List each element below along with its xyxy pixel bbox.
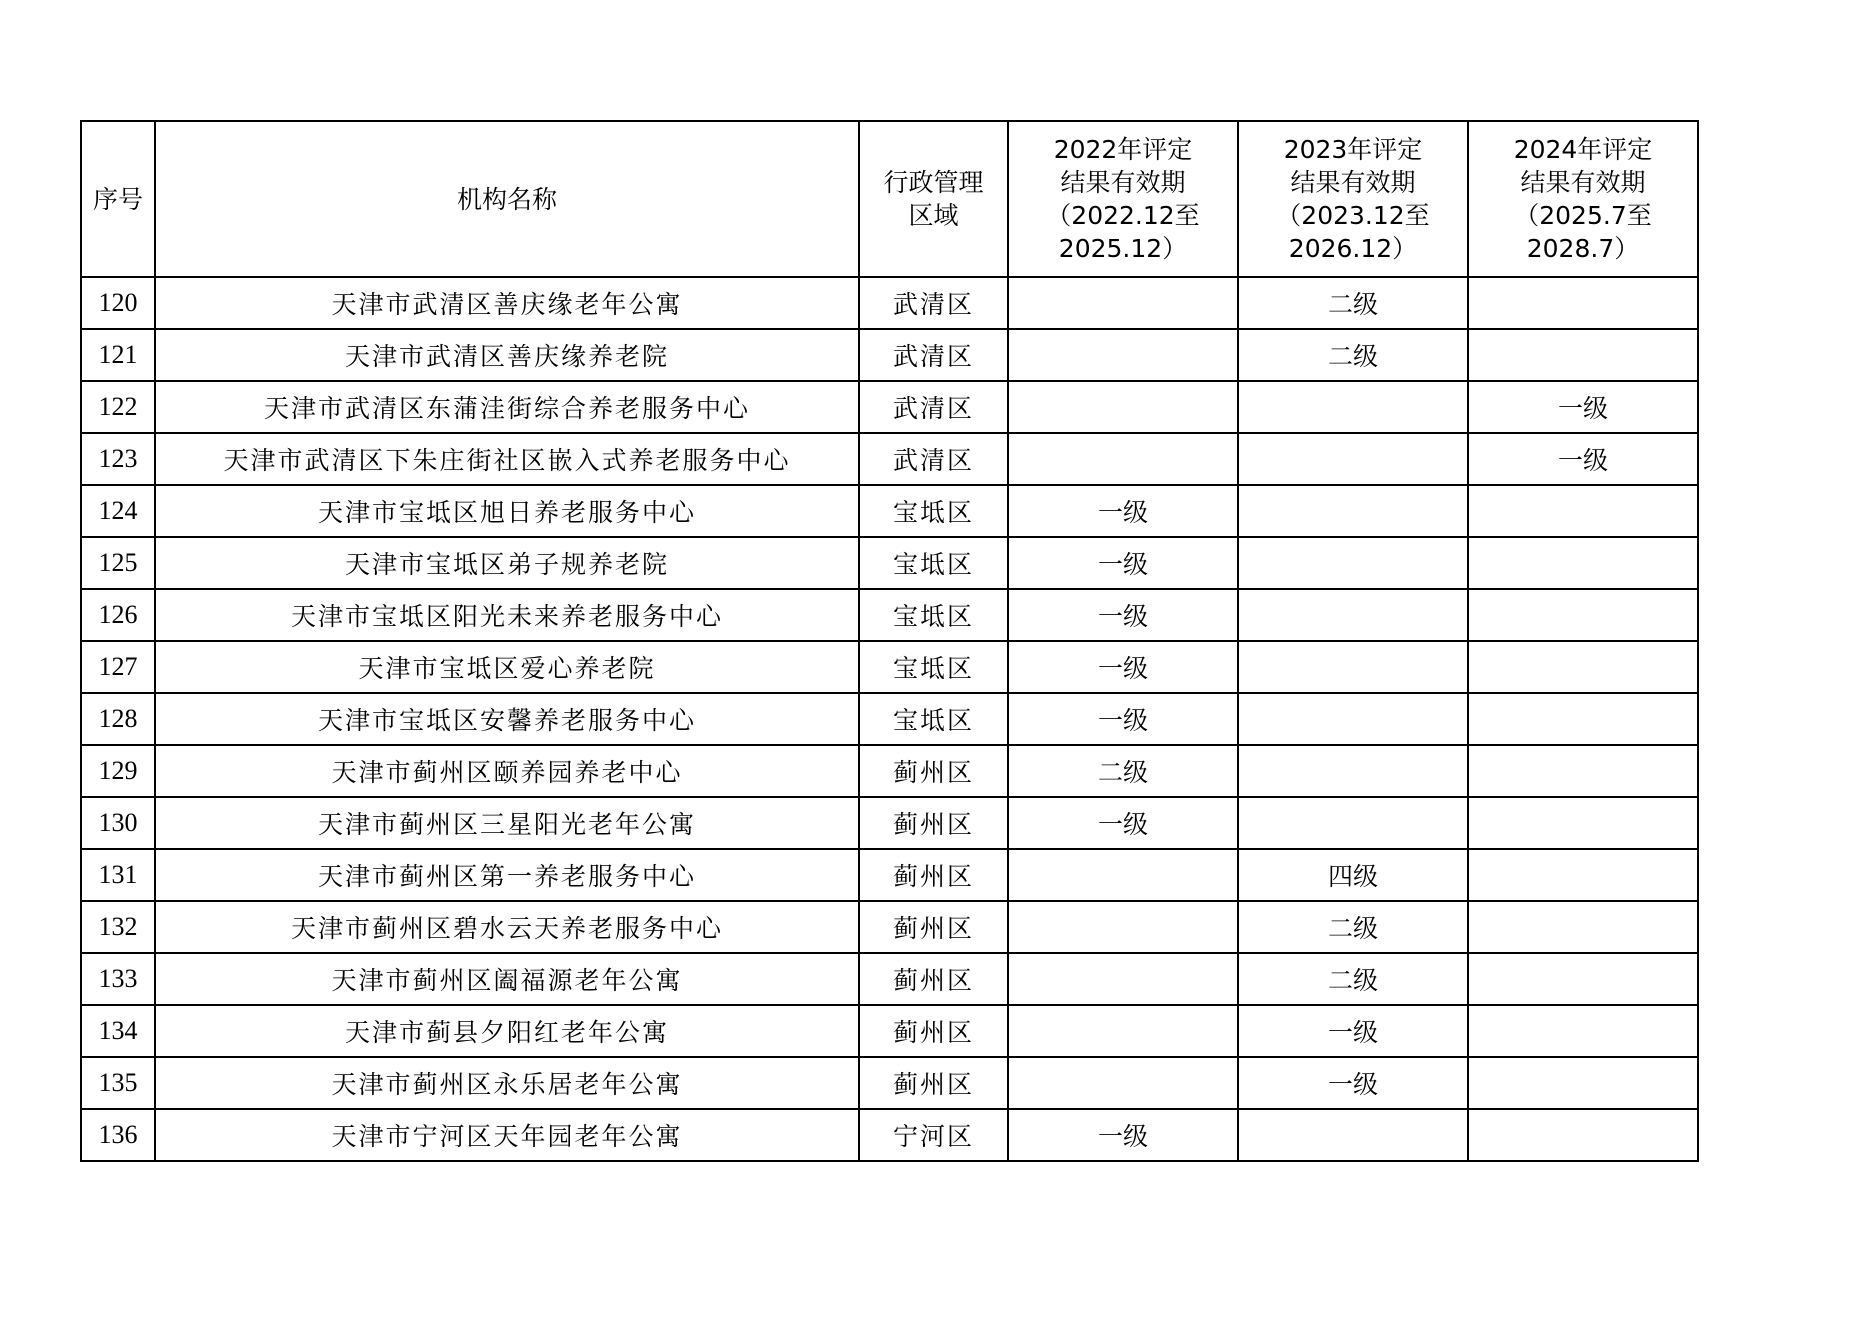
cell-admin-area: 蓟州区: [859, 1057, 1008, 1109]
cell-seq: 126: [81, 589, 155, 641]
header-2023: 2023年评定 结果有效期 （2023.12至 2026.12）: [1238, 121, 1468, 277]
cell-rating-2022: [1008, 953, 1238, 1005]
cell-seq: 136: [81, 1109, 155, 1161]
institution-table: [80, 120, 1699, 1162]
cell-institution-name: 天津市武清区下朱庄街社区嵌入式养老服务中心: [155, 433, 859, 485]
cell-rating-2024: [1468, 589, 1698, 641]
table-row: [81, 693, 1698, 745]
table-row: [81, 1109, 1698, 1161]
cell-rating-2023: [1238, 433, 1468, 485]
cell-rating-2022: [1008, 901, 1238, 953]
cell-institution-name: 天津市蓟州区第一养老服务中心: [155, 849, 859, 901]
table-row: [81, 1005, 1698, 1057]
cell-institution-name: 天津市宁河区天年园老年公寓: [155, 1109, 859, 1161]
cell-rating-2023: 一级: [1238, 1057, 1468, 1109]
table-body: [81, 277, 1698, 1161]
cell-admin-area: 蓟州区: [859, 1005, 1008, 1057]
cell-rating-2024: [1468, 329, 1698, 381]
cell-seq: 124: [81, 485, 155, 537]
cell-rating-2023: [1238, 641, 1468, 693]
cell-admin-area: 宝坻区: [859, 641, 1008, 693]
cell-rating-2024: [1468, 1109, 1698, 1161]
table-row: [81, 849, 1698, 901]
cell-admin-area: 宝坻区: [859, 485, 1008, 537]
table-row: [81, 1057, 1698, 1109]
cell-seq: 135: [81, 1057, 155, 1109]
cell-institution-name: 天津市蓟州区三星阳光老年公寓: [155, 797, 859, 849]
cell-admin-area: 蓟州区: [859, 901, 1008, 953]
table-row: [81, 329, 1698, 381]
cell-rating-2023: [1238, 485, 1468, 537]
cell-institution-name: 天津市武清区善庆缘老年公寓: [155, 277, 859, 329]
table-row: [81, 953, 1698, 1005]
cell-rating-2023: 四级: [1238, 849, 1468, 901]
table-header-row: [81, 121, 1698, 277]
cell-rating-2022: [1008, 381, 1238, 433]
cell-rating-2023: 二级: [1238, 329, 1468, 381]
cell-seq: 128: [81, 693, 155, 745]
cell-rating-2022: [1008, 1005, 1238, 1057]
cell-admin-area: 宝坻区: [859, 589, 1008, 641]
cell-rating-2024: [1468, 641, 1698, 693]
cell-seq: 123: [81, 433, 155, 485]
cell-rating-2024: [1468, 745, 1698, 797]
cell-admin-area: 宝坻区: [859, 693, 1008, 745]
cell-rating-2024: 一级: [1468, 381, 1698, 433]
cell-rating-2024: [1468, 537, 1698, 589]
cell-rating-2023: [1238, 693, 1468, 745]
cell-seq: 131: [81, 849, 155, 901]
table-row: [81, 641, 1698, 693]
cell-admin-area: 宝坻区: [859, 537, 1008, 589]
table-row: [81, 381, 1698, 433]
cell-admin-area: 蓟州区: [859, 849, 1008, 901]
cell-seq: 130: [81, 797, 155, 849]
cell-rating-2023: 二级: [1238, 953, 1468, 1005]
cell-rating-2024: [1468, 693, 1698, 745]
cell-institution-name: 天津市蓟县夕阳红老年公寓: [155, 1005, 859, 1057]
table-row: [81, 537, 1698, 589]
cell-rating-2023: [1238, 381, 1468, 433]
cell-institution-name: 天津市蓟州区碧水云天养老服务中心: [155, 901, 859, 953]
table-row: [81, 901, 1698, 953]
cell-rating-2023: [1238, 797, 1468, 849]
cell-rating-2024: [1468, 953, 1698, 1005]
table-row: [81, 589, 1698, 641]
cell-admin-area: 蓟州区: [859, 797, 1008, 849]
cell-admin-area: 宁河区: [859, 1109, 1008, 1161]
table-row: [81, 277, 1698, 329]
cell-rating-2022: [1008, 849, 1238, 901]
cell-seq: 134: [81, 1005, 155, 1057]
cell-rating-2024: [1468, 901, 1698, 953]
cell-seq: 129: [81, 745, 155, 797]
cell-rating-2024: [1468, 1005, 1698, 1057]
cell-institution-name: 天津市蓟州区永乐居老年公寓: [155, 1057, 859, 1109]
cell-rating-2023: [1238, 1109, 1468, 1161]
cell-seq: 121: [81, 329, 155, 381]
cell-admin-area: 武清区: [859, 329, 1008, 381]
cell-rating-2022: [1008, 277, 1238, 329]
cell-rating-2022: 一级: [1008, 641, 1238, 693]
cell-admin-area: 武清区: [859, 381, 1008, 433]
cell-rating-2023: 二级: [1238, 277, 1468, 329]
table-row: [81, 485, 1698, 537]
cell-rating-2024: 一级: [1468, 433, 1698, 485]
cell-seq: 125: [81, 537, 155, 589]
cell-rating-2024: [1468, 1057, 1698, 1109]
cell-institution-name: 天津市宝坻区爱心养老院: [155, 641, 859, 693]
cell-rating-2024: [1468, 485, 1698, 537]
cell-rating-2023: [1238, 589, 1468, 641]
cell-rating-2022: 一级: [1008, 797, 1238, 849]
cell-institution-name: 天津市宝坻区安馨养老服务中心: [155, 693, 859, 745]
cell-seq: 132: [81, 901, 155, 953]
header-area: 行政管理 区域: [859, 121, 1008, 277]
header-seq: 序号: [81, 121, 155, 277]
cell-seq: 120: [81, 277, 155, 329]
cell-seq: 122: [81, 381, 155, 433]
cell-rating-2022: [1008, 433, 1238, 485]
cell-rating-2022: 一级: [1008, 485, 1238, 537]
cell-rating-2022: 一级: [1008, 589, 1238, 641]
cell-rating-2024: [1468, 797, 1698, 849]
header-2022: 2022年评定 结果有效期 （2022.12至 2025.12）: [1008, 121, 1238, 277]
cell-admin-area: 武清区: [859, 277, 1008, 329]
cell-seq: 127: [81, 641, 155, 693]
header-2024: 2024年评定 结果有效期 （2025.7至 2028.7）: [1468, 121, 1698, 277]
cell-rating-2023: 一级: [1238, 1005, 1468, 1057]
cell-rating-2022: 一级: [1008, 537, 1238, 589]
cell-seq: 133: [81, 953, 155, 1005]
table-row: [81, 797, 1698, 849]
cell-admin-area: 蓟州区: [859, 953, 1008, 1005]
cell-admin-area: 武清区: [859, 433, 1008, 485]
cell-rating-2022: [1008, 329, 1238, 381]
cell-institution-name: 天津市武清区善庆缘养老院: [155, 329, 859, 381]
table-row: [81, 745, 1698, 797]
cell-rating-2023: [1238, 745, 1468, 797]
header-name: 机构名称: [155, 121, 859, 277]
cell-rating-2022: 一级: [1008, 1109, 1238, 1161]
cell-rating-2023: [1238, 537, 1468, 589]
cell-institution-name: 天津市宝坻区旭日养老服务中心: [155, 485, 859, 537]
cell-institution-name: 天津市蓟州区颐养园养老中心: [155, 745, 859, 797]
cell-rating-2022: [1008, 1057, 1238, 1109]
cell-rating-2022: 二级: [1008, 745, 1238, 797]
cell-institution-name: 天津市宝坻区阳光未来养老服务中心: [155, 589, 859, 641]
cell-rating-2024: [1468, 277, 1698, 329]
cell-institution-name: 天津市武清区东蒲洼街综合养老服务中心: [155, 381, 859, 433]
cell-institution-name: 天津市蓟州区阖福源老年公寓: [155, 953, 859, 1005]
cell-admin-area: 蓟州区: [859, 745, 1008, 797]
cell-institution-name: 天津市宝坻区弟子规养老院: [155, 537, 859, 589]
cell-rating-2022: 一级: [1008, 693, 1238, 745]
table-row: [81, 433, 1698, 485]
cell-rating-2024: [1468, 849, 1698, 901]
cell-rating-2023: 二级: [1238, 901, 1468, 953]
